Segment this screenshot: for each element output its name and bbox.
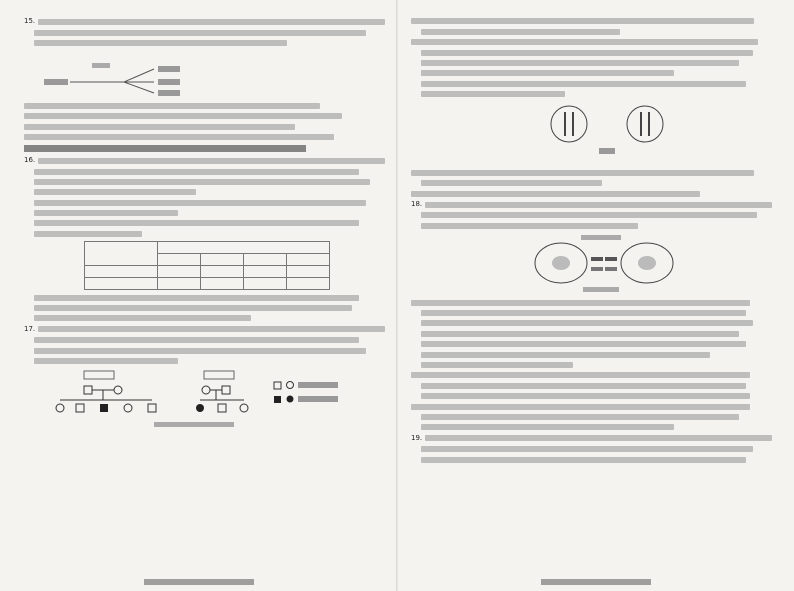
page-footer xyxy=(397,579,794,587)
question-number: 16. xyxy=(24,156,36,165)
question-18 xyxy=(411,201,772,208)
question-number: 17. xyxy=(24,324,36,333)
data-table xyxy=(84,241,330,290)
chromosome-diagram xyxy=(411,102,772,166)
question-16 xyxy=(24,157,385,164)
question-number: 18. xyxy=(411,200,423,209)
right-exam-page xyxy=(397,0,794,591)
question-19 xyxy=(411,435,772,442)
question-17 xyxy=(24,326,385,333)
question-15 xyxy=(24,18,385,25)
gene-pathway-diagram xyxy=(24,51,385,99)
cell-interaction-diagram xyxy=(411,233,772,295)
page-footer xyxy=(0,579,397,587)
pedigree-chart xyxy=(24,368,385,430)
section-heading xyxy=(24,145,306,152)
question-number: 19. xyxy=(411,433,423,442)
question-number: 15. xyxy=(24,17,36,26)
